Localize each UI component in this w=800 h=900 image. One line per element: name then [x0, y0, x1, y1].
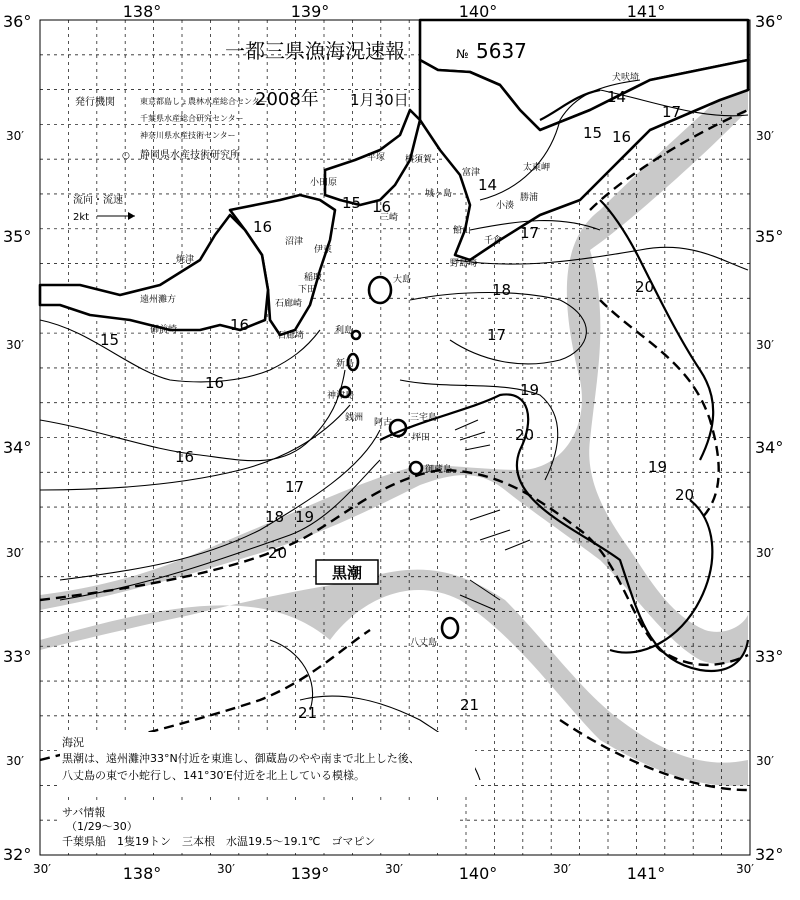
- lat-tick-left: 30′: [6, 129, 24, 143]
- lon-tick-top: 138°: [122, 2, 162, 21]
- lat-tick-left: 33°: [3, 647, 32, 666]
- isotherm-label: 14: [478, 176, 498, 194]
- isotherm-label: 20: [515, 426, 535, 444]
- lat-tick-left: 30′: [6, 754, 24, 768]
- place-label: 坪田: [412, 433, 431, 443]
- issue-year: 2008年: [255, 89, 319, 110]
- isotherm-label: 21: [298, 704, 318, 722]
- issue-date: 1月30日: [350, 91, 409, 109]
- lat-tick-right: 33°: [755, 647, 784, 666]
- issuer-3: 神奈川県水産技術センター: [140, 131, 236, 140]
- lat-tick-right: 30′: [756, 338, 774, 352]
- lon-tick-bottom: 30′: [736, 862, 754, 876]
- place-label: 野島埼: [450, 259, 478, 269]
- place-label: 勝浦: [520, 193, 539, 203]
- isotherm-label: 15: [100, 331, 120, 349]
- place-label: 遠州灘方: [140, 295, 177, 305]
- issuer-2: 千葉県水産総合研究センター: [140, 114, 244, 123]
- place-label: 小田原: [310, 178, 338, 188]
- place-label: 御前崎: [150, 325, 178, 335]
- isotherm-label: 20: [268, 544, 288, 562]
- lon-tick-bottom: 30′: [33, 862, 51, 876]
- place-label: 伊東: [314, 245, 333, 255]
- lat-tick-right: 32°: [755, 845, 784, 864]
- place-label: 三宅島: [410, 413, 438, 423]
- lat-tick-left: 30′: [6, 546, 24, 560]
- lon-tick-bottom: 141°: [626, 864, 666, 883]
- lat-tick-right: 35°: [755, 227, 784, 246]
- isotherm-label: 16: [612, 128, 632, 146]
- issue-number: 5637: [476, 39, 527, 63]
- isotherm-label: 15: [583, 124, 603, 142]
- place-label: 下田: [298, 285, 317, 295]
- lat-tick-right: 30′: [756, 546, 774, 560]
- lat-tick-left: 30′: [6, 338, 24, 352]
- saba-heading: サバ情報: [62, 806, 106, 819]
- place-label: 焼津: [176, 255, 195, 265]
- lat-tick-left: 34°: [3, 438, 32, 457]
- isotherm-label: 16: [372, 198, 392, 216]
- place-label: 銭洲: [345, 413, 364, 423]
- lat-tick-left: 36°: [3, 12, 32, 31]
- page-title: 一都三県漁海況速報: [225, 39, 405, 63]
- place-label: 阿古: [374, 418, 393, 428]
- lon-tick-bottom: 30′: [385, 862, 403, 876]
- saba-period: （1/29～30）: [66, 820, 138, 833]
- lat-tick-right: 36°: [755, 12, 784, 31]
- lon-tick-bottom: 139°: [290, 864, 330, 883]
- oshima-island: [369, 277, 391, 303]
- flow-legend: [73, 193, 135, 223]
- kuroshio-label: [316, 560, 378, 584]
- notes: [60, 732, 475, 850]
- place-label: 新島: [336, 359, 355, 369]
- notes-line-2: 八丈島の東で小蛇行し、141°30′E付近を北上している模様。: [62, 769, 365, 782]
- isotherm-label: 14: [607, 88, 627, 106]
- isotherm-label: 16: [175, 448, 195, 466]
- issuer-label: 発行機関: [75, 97, 115, 108]
- isotherm-label: 15: [342, 194, 362, 212]
- lon-tick-bottom: 138°: [122, 864, 162, 883]
- saba-line: 千葉県船 1隻19トン 三本根 水温19.5～19.1℃ ゴマピン: [62, 835, 376, 848]
- isotherm-label: 19: [520, 381, 540, 399]
- place-label: 御蔵島: [425, 465, 453, 475]
- flow-legend-label: 流向・流速: [73, 195, 123, 206]
- mikurajima-island: [410, 462, 422, 474]
- place-label: 小湊: [496, 201, 515, 211]
- place-label: 稲取: [304, 273, 323, 283]
- place-label: 沼津: [285, 237, 304, 247]
- notes-line-1: 黒潮は、遠州灘沖33°N付近を東進し、御蔵島のやや南まで北上した後、: [62, 752, 420, 765]
- place-label: 太東岬: [523, 163, 551, 173]
- isotherm-label: 17: [662, 103, 682, 121]
- place-label: 利島: [335, 326, 354, 336]
- place-label: 犬吠埼: [612, 73, 640, 83]
- place-label: 大島: [393, 275, 412, 285]
- isotherm-label: 17: [487, 326, 507, 344]
- place-label: 平塚: [367, 153, 386, 163]
- place-label: 城ヶ島: [425, 189, 453, 199]
- lon-tick-top: 141°: [626, 2, 666, 21]
- isotherm-label: 17: [520, 224, 540, 242]
- lon-tick-bottom: 30′: [553, 862, 571, 876]
- isotherm-label: 16: [253, 218, 273, 236]
- isotherm-label: 20: [635, 278, 655, 296]
- place-label: 千倉: [484, 236, 503, 246]
- flow-legend-speed: 2kt: [73, 212, 90, 223]
- isotherm-label: 19: [295, 508, 315, 526]
- lat-tick-right: 34°: [755, 438, 784, 457]
- toshima-island: [352, 331, 360, 339]
- lat-tick-left: 35°: [3, 227, 32, 246]
- isotherm-label: 21: [460, 696, 480, 714]
- isotherm-label: 19: [648, 458, 668, 476]
- lat-tick-left: 32°: [3, 845, 32, 864]
- lon-tick-bottom: 140°: [458, 864, 498, 883]
- place-label: 富津: [462, 168, 481, 178]
- isotherm-label: 16: [205, 374, 225, 392]
- lat-tick-right: 30′: [756, 129, 774, 143]
- place-label: 館山: [453, 226, 472, 236]
- place-label: 八丈島: [410, 638, 438, 648]
- isotherm-label: 16: [230, 316, 250, 334]
- isotherm-label: 20: [675, 486, 695, 504]
- land-masses: [40, 20, 748, 638]
- lon-tick-bottom: 30′: [217, 862, 235, 876]
- issuer-1: 東京都島しょ農林水産総合センター: [140, 97, 268, 106]
- number-prefix: №: [456, 47, 469, 61]
- lat-tick-right: 30′: [756, 754, 774, 768]
- place-label: 石廊埼: [277, 331, 305, 341]
- place-label: 三崎: [380, 213, 399, 223]
- svg-text:黒潮: 黒潮: [331, 564, 363, 582]
- isotherm-label: 17: [285, 478, 305, 496]
- issuer-marker: ○: [122, 151, 130, 161]
- place-label: 石廊崎: [275, 299, 303, 309]
- lon-tick-top: 140°: [458, 2, 498, 21]
- place-label: 横須賀: [405, 155, 433, 165]
- place-label: 神津島: [327, 391, 355, 401]
- hachijojima-island: [442, 618, 458, 638]
- issuer-4: 静岡県水産技術研究所: [140, 150, 240, 161]
- notes-heading: 海況: [62, 736, 84, 749]
- isotherm-label: 18: [265, 508, 285, 526]
- flow-legend-arrowhead: [128, 212, 135, 220]
- isotherm-label: 18: [492, 281, 512, 299]
- lon-tick-top: 139°: [290, 2, 330, 21]
